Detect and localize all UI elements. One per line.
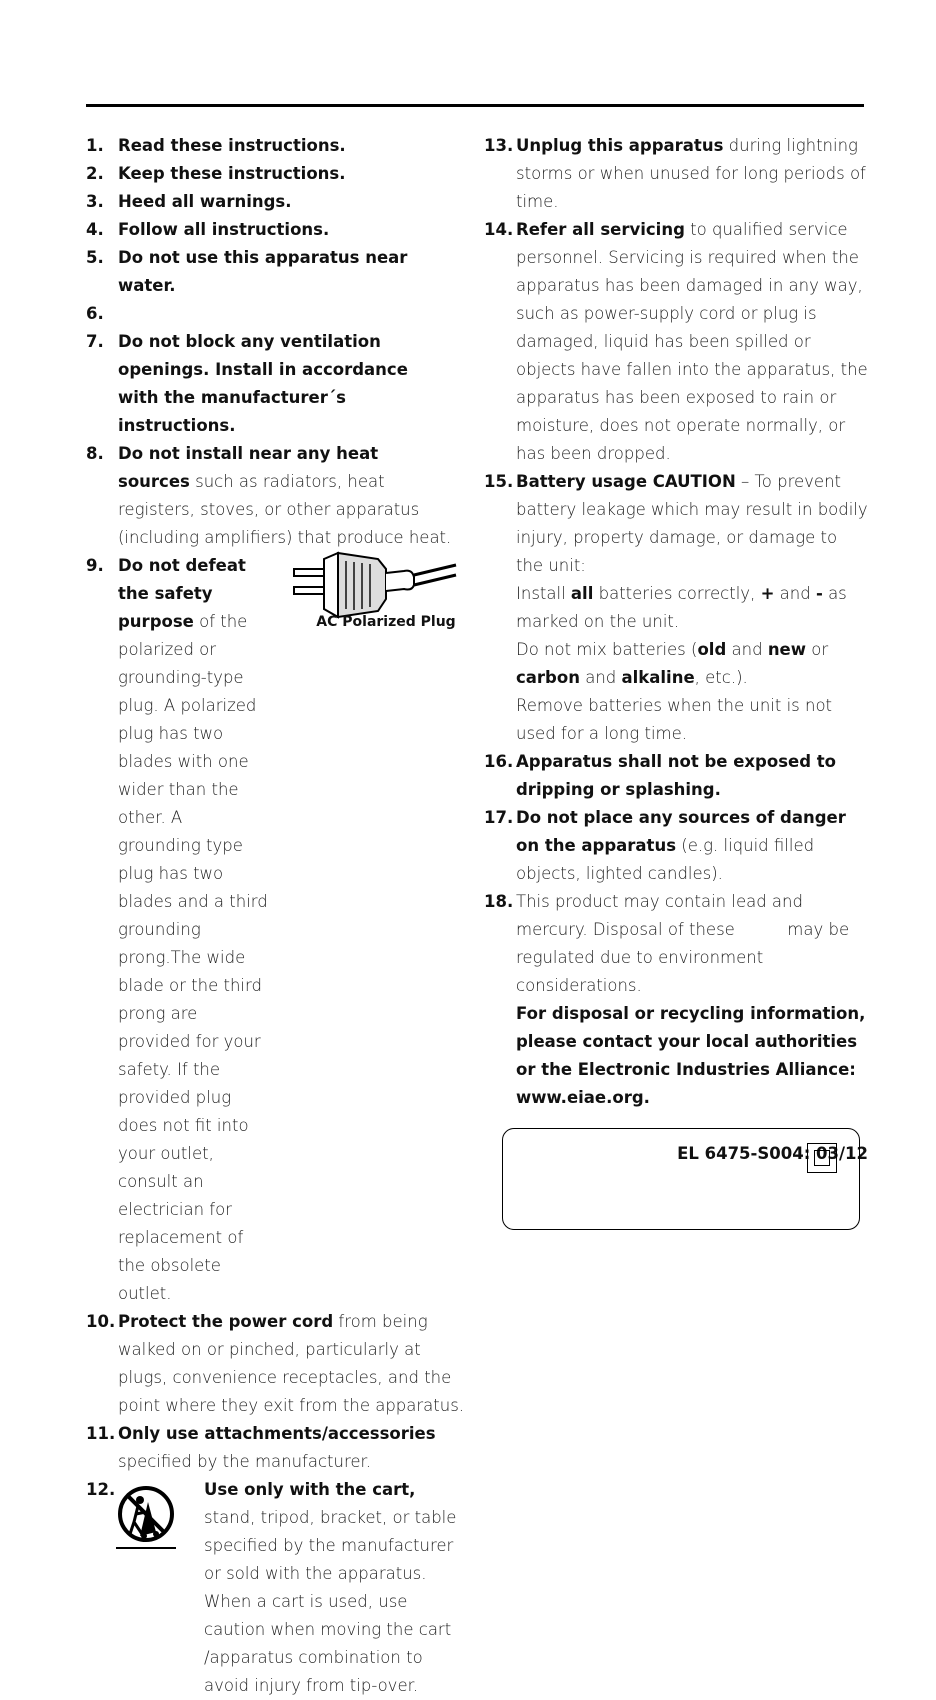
list-item-11: 11. Only use attachments/accessories specified by the manufacturer. <box>86 1424 436 1471</box>
recycling-info: For disposal or recycling information, please contact your local authorities or the Electronic Industries Alliance: www.eiae.org. <box>516 1004 866 1107</box>
list-item-2: 2. Keep these instructions. <box>86 164 346 183</box>
list-item-5: 5. Do not use this apparatus near water. <box>86 248 408 295</box>
list-item-3: 3. Heed all warnings. <box>86 192 292 211</box>
top-rule <box>86 104 864 107</box>
right-column <box>484 132 868 1196</box>
battery-install-note: Install all batteries correctly, + and - as marked on the unit. <box>516 584 847 631</box>
list-item-15: 15. Battery usage CAUTION – To prevent battery leakage which may result in bodily injury, property damage, or damage to the unit: Install all batteries correctly, + and - as marked on the unit. Do not mix batteries (old and new or carbon and alkaline, etc.). Remove batteries when the unit is not used for a long time. <box>484 468 868 748</box>
plug-caption: AC Polarized Plug <box>316 614 456 630</box>
list-item-9: 9. AC Polarized Plug Do not defeat the safety purpose of the polarized or grounding-type plug. A polarized plug has two blades with one wider than the other. A grounding type plug has two blades and a third grounding prong.The wide blade or the third prong are provided for your safety. If the provided plug does not fit into your outlet, consult an electrician for replacement of the obsolete outlet. <box>86 552 471 1308</box>
list-item-18: 18. This product may contain lead and mercury. Disposal of these may be regulated due to environment considerations. For disposal or recycling information, please contact your local authorities or the Electronic Industries Alliance: www.eiae.org. <box>484 888 868 1112</box>
document-code: EL 6475-S004: 03/12 <box>677 1144 868 1163</box>
list-item-7: 7. Do not block any ventilation openings. Install in accordance with the manufacturer´s instructions. <box>86 332 408 435</box>
list-item-6: 6. <box>86 304 104 323</box>
list-item-1: 1. Read these instructions. <box>86 136 346 155</box>
list-item-17: 17. Do not place any sources of danger on the apparatus (e.g. liquid filled objects, lighted candles). <box>484 808 846 883</box>
list-item-10: 10. Protect the power cord from being walked on or pinched, particularly at plugs, convenience receptacles, and the point where they exit from the apparatus. <box>86 1312 465 1415</box>
left-column <box>86 132 471 1700</box>
list-item-13: 13. Unplug this apparatus during lightning storms or when unused for long periods of time. <box>484 136 866 211</box>
list-item-4: 4. Follow all instructions. <box>86 220 330 239</box>
battery-remove-note: Remove batteries when the unit is not used for a long time. <box>516 696 833 743</box>
list-item-12: 12. Use only with the cart, stand, tripod, bracket, or table specified by the manufacturer or sold with the apparatus. When a cart is used, use caution when moving the cart /apparatus combination to avoid injury from tip-over. <box>86 1480 457 1695</box>
list-item-16: 16. Apparatus shall not be exposed to dripping or splashing. <box>484 752 836 799</box>
double-insulation-icon <box>807 1143 837 1173</box>
cart-warning-icon <box>110 1482 182 1554</box>
list-item-8: 8. Do not install near any heat sources such as radiators, heat registers, stoves, or other apparatus (including amplifiers) that produce heat. <box>86 444 452 547</box>
list-item-14: 14. Refer all servicing to qualified service personnel. Servicing is required when the apparatus has been damaged in any way, such as power-supply cord or plug is damaged, liquid has been spilled or objects have fallen into the apparatus, the apparatus has been exposed to rain or moisture, does not operate normally, or has been dropped. <box>484 220 868 463</box>
battery-mix-note: Do not mix batteries (old and new or carbon and alkaline, etc.). <box>516 640 829 687</box>
info-box <box>502 1128 860 1230</box>
